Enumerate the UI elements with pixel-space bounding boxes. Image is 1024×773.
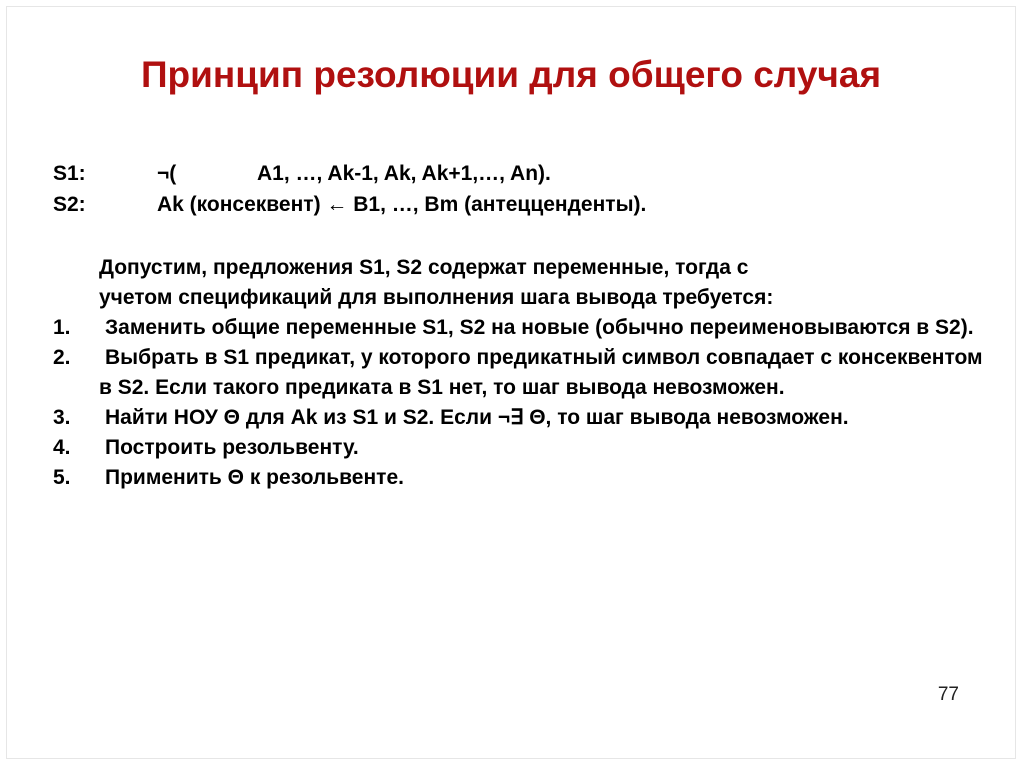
- list-item: [53, 463, 993, 493]
- step-text: Построить резольвенту.: [105, 436, 359, 459]
- intro-line: Допустим, предложения S1, S2 содержат переменные, тогда с: [99, 256, 749, 279]
- list-item: [53, 433, 993, 463]
- s2-content: Ak (консеквент) ← B1, …, Bm (антецценденты).: [157, 193, 647, 216]
- step-number: 1.: [53, 316, 71, 339]
- slide-title: Принцип резолюции для общего случая: [140, 54, 882, 95]
- s2-label: S2:: [53, 193, 86, 216]
- intro-line: учетом спецификаций для выполнения шага вывода требуется:: [99, 286, 774, 309]
- list-item: [53, 403, 993, 433]
- step-text: Заменить общие переменные S1, S2 на новые (обычно переименовываются в S2).: [105, 316, 974, 339]
- step-number: 3.: [53, 406, 71, 429]
- steps-list: [53, 313, 993, 493]
- intro-paragraph: [53, 253, 993, 313]
- page-number: 77: [937, 684, 959, 705]
- s2-line: [53, 190, 993, 221]
- step-number: 5.: [53, 466, 71, 489]
- step-text: Найти НОУ Θ для Ak из S1 и S2. Если ¬∃ Θ, то шаг вывода невозможен.: [105, 406, 849, 429]
- s1-content: A1, …, Ak-1, Ak, Ak+1,…, An).: [257, 162, 551, 185]
- step-number: 2.: [53, 346, 71, 369]
- s1-line: [53, 159, 993, 190]
- slide-body: [53, 159, 993, 493]
- step-text: Выбрать в S1 предикат, у которого предикатный символ совпадает с консеквентом в S2. Если такого предиката в S1 нет, то шаг вывода невозможен.: [99, 346, 983, 399]
- step-text: Применить Θ к резольвенте.: [105, 466, 404, 489]
- list-item: [53, 343, 993, 403]
- s1-label: S1:: [53, 162, 86, 185]
- list-item: [53, 313, 993, 343]
- negation-symbol: ¬(: [157, 162, 177, 185]
- step-number: 4.: [53, 436, 71, 459]
- slide: [6, 6, 1016, 759]
